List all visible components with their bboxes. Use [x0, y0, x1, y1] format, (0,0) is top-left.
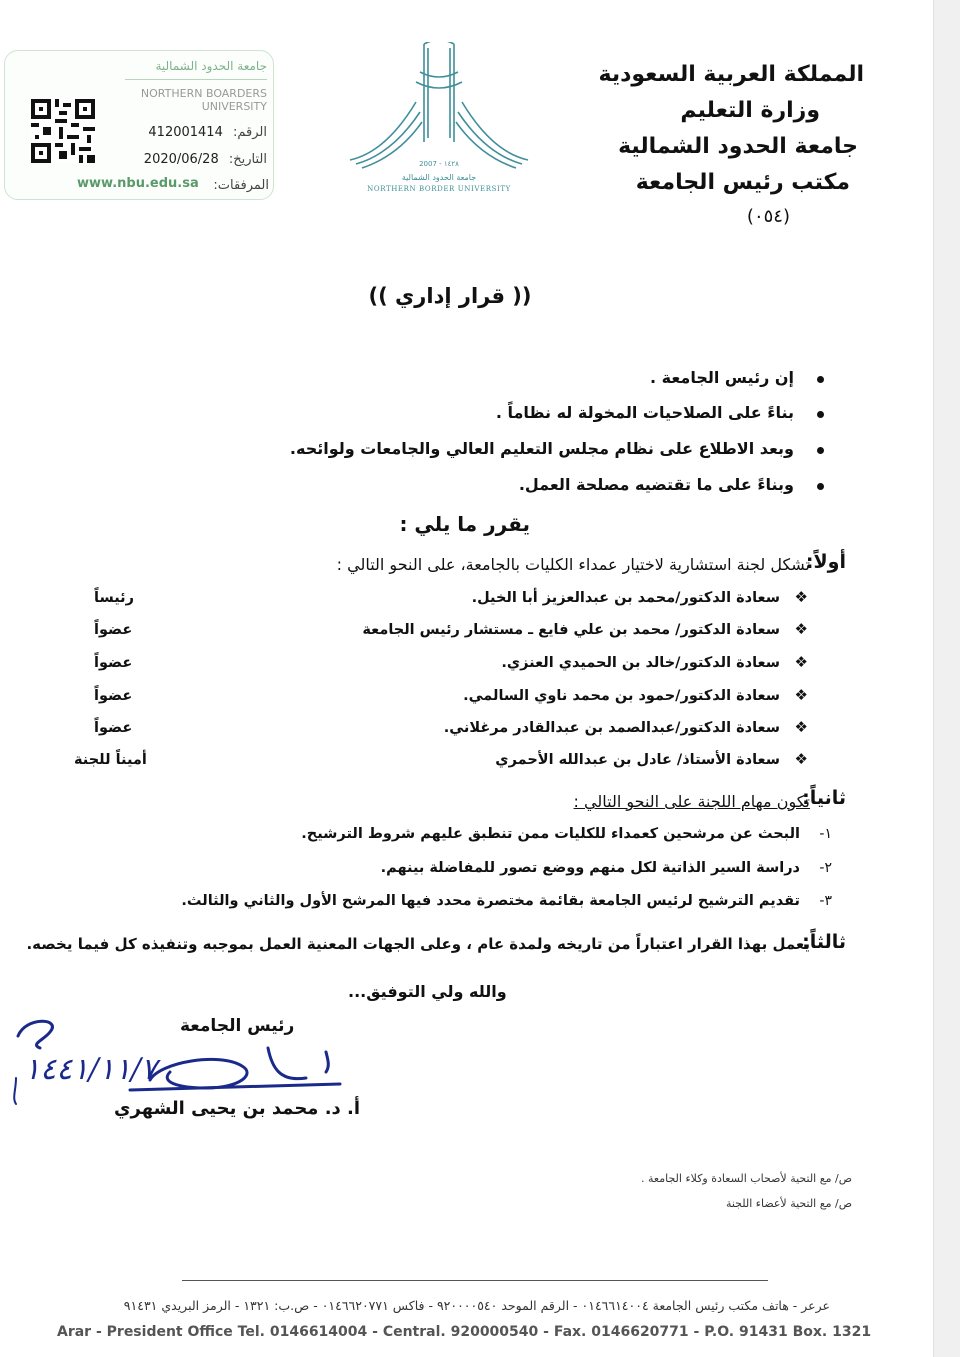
logo-year: 2007 - ١٤٢٨ — [419, 160, 459, 168]
ref-date-value: 2020/06/28 — [143, 152, 219, 167]
member-role: عضواً — [94, 720, 133, 736]
ref-date-label: التاريخ: — [228, 152, 267, 167]
diamond-bullet-icon: ❖ — [794, 588, 808, 606]
task-number: ٢- — [819, 860, 832, 876]
cc-line: ص/ مع التحية لأعضاء اللجنة — [725, 1197, 852, 1210]
header-number: (٠٥٤) — [746, 206, 790, 227]
reference-box — [4, 50, 274, 200]
second-text: تكون مهام اللجنة على النحو التالي : — [573, 792, 810, 811]
third-text: يعمل بهذا القرار اعتباراً من تاريخه ولمدة عام ، وعلى الجهات المعنية العمل بموجبه وتنفيذه كل فيما يخصه. — [26, 935, 810, 953]
diamond-bullet-icon: ❖ — [794, 686, 808, 704]
bullet-icon — [817, 411, 824, 418]
preamble-item: إن رئيس الجامعة . — [650, 368, 794, 387]
ref-date-row — [144, 152, 267, 167]
document-title: (( قرار إداري )) — [368, 284, 532, 308]
qr-code-icon — [31, 99, 95, 163]
member-name: سعادة الدكتور/محمد بن عبدالعزيز أبا الخيل. — [471, 590, 780, 606]
ref-attachments-label: المرفقات: — [213, 178, 269, 193]
header-ministry: وزارة التعليم — [680, 98, 820, 123]
task-text: دراسة السير الذاتية لكل منهم ووضع تصور للمفاضلة بينهم. — [380, 860, 800, 876]
preamble-item: وبعد الاطلاع على نظام مجلس التعليم العالي والجامعات ولوائحه. — [289, 439, 794, 458]
member-name: سعادة الدكتور/ محمد بن علي فايع ـ مستشار رئيس الجامعة — [362, 622, 780, 638]
member-role: عضواً — [94, 655, 133, 671]
page-edge — [933, 0, 960, 1357]
diamond-bullet-icon: ❖ — [794, 750, 808, 768]
first-label: أولاً: — [805, 551, 846, 573]
ref-attachments-row — [213, 178, 269, 193]
header-country: المملكة العربية السعودية — [598, 62, 864, 87]
bullet-icon — [817, 483, 824, 490]
task-number: ١- — [819, 826, 832, 842]
second-label: ثانياً: — [802, 787, 846, 809]
footer-english: Arar - President Office Tel. 0146614004 - Central. 920000540 - Fax. 0146620771 - P.O. 91431 Box. 1321 — [57, 1324, 872, 1340]
member-role: عضواً — [94, 622, 133, 638]
member-role: عضواً — [94, 688, 133, 704]
bullet-icon — [817, 447, 824, 454]
ref-number-label: الرقم: — [233, 125, 267, 140]
footer-divider — [182, 1280, 768, 1281]
member-role: رئيساً — [94, 590, 134, 606]
ref-number-value: 412001414 — [148, 125, 223, 140]
handwritten-signature — [10, 1008, 350, 1108]
member-name: سعادة الدكتور/عبدالصمد بن عبدالقادر مرغلاني. — [443, 720, 780, 736]
ref-number-row — [148, 125, 267, 140]
logo-name-en: NORTHERN BORDER UNIVERSITY — [367, 185, 511, 193]
first-text: تشكل لجنة استشارية لاختيار عمداء الكليات بالجامعة، على النحو التالي : — [336, 555, 810, 574]
preamble-item: بناءً على الصلاحيات المخولة له نظاماً . — [495, 403, 794, 422]
task-number: ٣- — [819, 893, 832, 909]
diamond-bullet-icon: ❖ — [794, 653, 808, 671]
decides-heading: يقرر ما يلي : — [399, 512, 530, 536]
member-role: أميناً للجنة — [74, 752, 147, 768]
ref-website: www.nbu.edu.sa — [77, 176, 199, 191]
ref-university-ar: جامعة الحدود الشمالية — [155, 59, 267, 73]
header-university: جامعة الحدود الشمالية — [618, 134, 858, 159]
ref-university-en-line2: UNIVERSITY — [201, 100, 267, 113]
handwritten-date: ١٤٤١/١١/٧ — [24, 1052, 158, 1087]
signature-name: أ. د. محمد بن يحيى الشهري — [114, 1098, 361, 1119]
university-logo — [346, 42, 532, 198]
closing-text: والله ولي التوفيق... — [348, 982, 507, 1001]
header-office: مكتب رئيس الجامعة — [635, 170, 850, 195]
task-text: البحث عن مرشحين كعمداء للكليات ممن تنطبق عليهم شروط الترشيح. — [301, 826, 800, 842]
preamble-item: وبناءً على ما تقتضيه مصلحة العمل. — [518, 475, 794, 494]
member-name: سعادة الدكتور/خالد بن الحميدي العنزي. — [501, 655, 780, 671]
ref-university-en — [141, 87, 267, 113]
member-name: سعادة الدكتور/حمود بن محمد ناوي السالمي. — [463, 688, 780, 704]
signature-title: رئيس الجامعة — [180, 1016, 295, 1036]
cc-line: ص/ مع التحية لأصحاب السعادة وكلاء الجامعة . — [641, 1172, 852, 1185]
ref-university-en-line1: NORTHERN BOARDERS — [140, 87, 267, 100]
footer-arabic: عرعر - هاتف مكتب رئيس الجامعة ٠١٤٦٦١٤٠٠٤ - الرقم الموحد ٩٢٠٠٠٠٥٤٠ - فاكس ٠١٤٦٦٢٠٧٧١ - ص.ب: ١٣٢١ - الرمز البريدي ٩١٤٣١ — [123, 1298, 830, 1313]
task-text: تقديم الترشيح لرئيس الجامعة بقائمة مختصرة محدد فيها المرشح الأول والثاني والثالث. — [181, 893, 800, 909]
diamond-bullet-icon: ❖ — [794, 718, 808, 736]
logo-name-ar: جامعة الحدود الشمالية — [401, 173, 477, 182]
bullet-icon — [817, 376, 824, 383]
third-label: ثالثاً: — [802, 931, 846, 953]
member-name: سعادة الأستاذ/ عادل بن عبدالله الأحمري — [495, 752, 780, 768]
ref-divider — [125, 79, 267, 80]
diamond-bullet-icon: ❖ — [794, 620, 808, 638]
